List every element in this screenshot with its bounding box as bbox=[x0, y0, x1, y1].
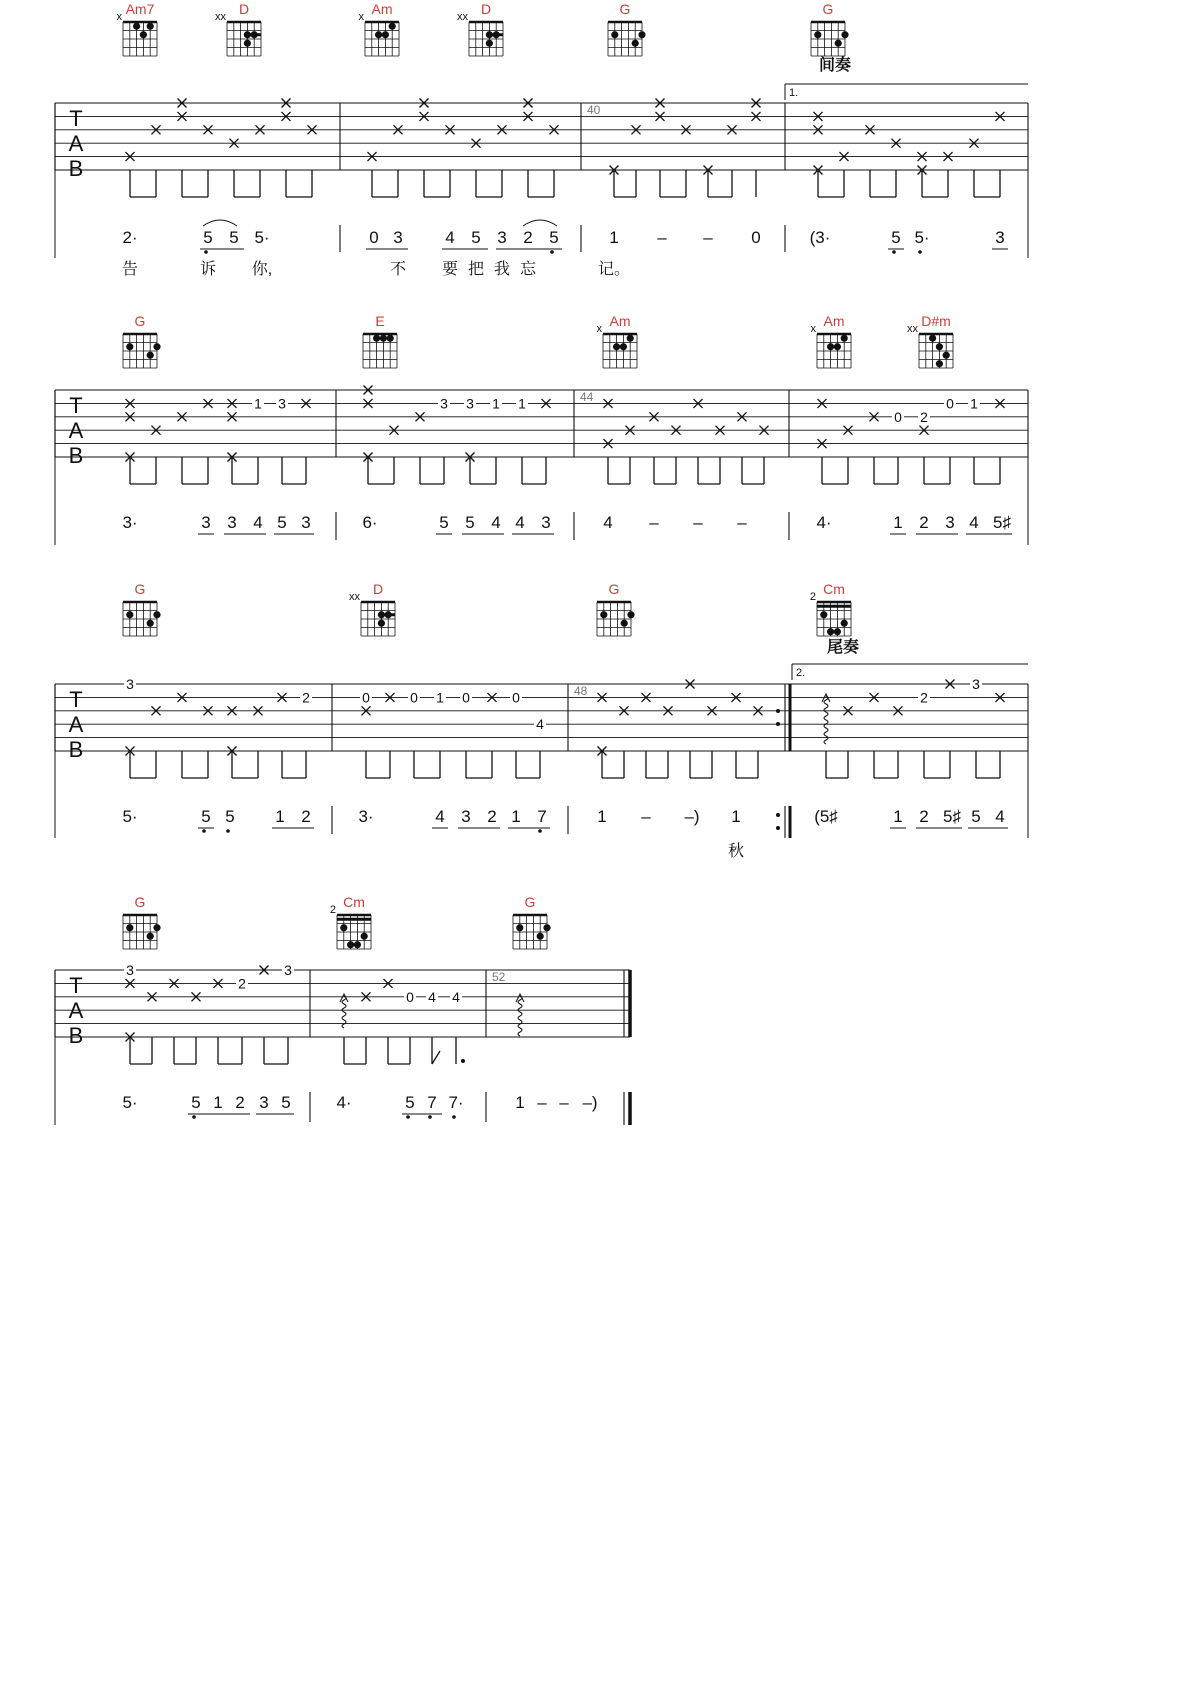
jianpu-note: – bbox=[657, 228, 667, 247]
fret-number: 1 bbox=[254, 395, 262, 412]
fret-number: 0 bbox=[462, 689, 470, 706]
chord-diagram bbox=[117, 1, 158, 56]
jianpu-note: 3 bbox=[301, 513, 311, 532]
jianpu-note: 0 bbox=[751, 228, 761, 247]
lyric-char: 忘 bbox=[519, 261, 537, 278]
jianpu-note: 2 bbox=[523, 228, 533, 247]
chord-mute-marks: x bbox=[116, 11, 122, 23]
jianpu-note: 2· bbox=[122, 228, 138, 247]
measure-number: 52 bbox=[492, 970, 506, 984]
fret-number: 1 bbox=[492, 395, 500, 412]
lyric-char: 要 bbox=[441, 261, 459, 278]
repeat-dot bbox=[776, 722, 780, 726]
jianpu-note: 6· bbox=[362, 513, 378, 532]
chord-dot bbox=[347, 941, 354, 948]
jianpu-note: – bbox=[641, 807, 651, 826]
jianpu-note: – bbox=[537, 1093, 547, 1112]
fret-number: 4 bbox=[452, 988, 460, 1005]
lyric-char: 诉 bbox=[199, 261, 217, 278]
chord-name: D bbox=[372, 581, 384, 597]
jianpu-note: 4 bbox=[515, 513, 525, 532]
arpeggio-arrow bbox=[340, 994, 348, 1002]
repeat-dot bbox=[776, 826, 780, 830]
fret-number: 1 bbox=[970, 395, 978, 412]
fret-number: 3 bbox=[440, 395, 448, 412]
jianpu-note: 7· bbox=[448, 1093, 464, 1112]
tab-clef-letter: A bbox=[68, 998, 84, 1023]
lyric-char: 我 bbox=[493, 261, 511, 278]
chord-dot bbox=[516, 924, 523, 931]
fret-number: 1 bbox=[436, 689, 444, 706]
chord-dot bbox=[387, 335, 394, 342]
octave-dot bbox=[452, 1115, 456, 1119]
jianpu-note: – bbox=[693, 513, 703, 532]
jianpu-note: 5 bbox=[277, 513, 287, 532]
fret-number: 3 bbox=[284, 962, 292, 978]
chord-dot bbox=[244, 40, 251, 47]
jianpu-note: 2 bbox=[301, 807, 311, 826]
jianpu-note: 5 bbox=[471, 228, 481, 247]
chord-diagram bbox=[608, 1, 646, 56]
fret-number: 0 bbox=[410, 689, 418, 706]
jianpu-note: 5 bbox=[405, 1093, 415, 1112]
chord-dot bbox=[827, 343, 834, 350]
chord-mute-marks: xx bbox=[349, 591, 360, 603]
jianpu-note: 2 bbox=[235, 1093, 245, 1112]
jianpu-note: 5 bbox=[203, 228, 213, 247]
jianpu-note: 5 bbox=[229, 228, 239, 247]
octave-dot bbox=[202, 829, 206, 833]
tab-clef-letter: A bbox=[68, 418, 84, 443]
chord-diagram bbox=[597, 313, 638, 368]
chord-diagram bbox=[907, 313, 953, 368]
slur bbox=[523, 220, 557, 226]
chord-diagram bbox=[811, 1, 849, 56]
chord-diagram bbox=[597, 581, 635, 636]
jianpu-note: 5· bbox=[914, 228, 930, 247]
chord-name: G bbox=[619, 1, 631, 17]
chord-dot bbox=[486, 40, 493, 47]
jianpu-note: 5 bbox=[439, 513, 449, 532]
chord-dot bbox=[147, 933, 154, 940]
chord-dot bbox=[613, 343, 620, 350]
jianpu-note: 5 bbox=[465, 513, 475, 532]
jianpu-note: 7 bbox=[427, 1093, 437, 1112]
chord-mute-marks: 2 bbox=[809, 591, 816, 603]
octave-dot bbox=[918, 250, 922, 254]
jianpu-note: 5 bbox=[201, 807, 211, 826]
fret-number: 0 bbox=[512, 689, 520, 706]
chord-name: D#m bbox=[921, 313, 951, 329]
jianpu-note: (5♯ bbox=[814, 807, 838, 826]
volta-number: 1. bbox=[789, 87, 799, 99]
chord-name: Am bbox=[371, 1, 393, 17]
fret-number: 3 bbox=[278, 395, 286, 412]
chord-diagram bbox=[123, 581, 161, 636]
jianpu-note: 2 bbox=[919, 513, 929, 532]
chord-dot bbox=[834, 343, 841, 350]
lyric-char: 告 bbox=[121, 261, 139, 278]
chord-dot bbox=[936, 360, 943, 367]
chord-diagram bbox=[215, 1, 261, 56]
jianpu-note: 4 bbox=[969, 513, 979, 532]
lyric-char: 把 bbox=[467, 261, 485, 278]
chord-name: G bbox=[524, 894, 536, 910]
chord-diagram bbox=[363, 313, 397, 368]
jianpu-note: 5♯ bbox=[943, 807, 961, 826]
jianpu-note: 1 bbox=[213, 1093, 223, 1112]
chord-name: G bbox=[134, 581, 146, 597]
jianpu-note: 3 bbox=[945, 513, 955, 532]
jianpu-note: 4 bbox=[253, 513, 263, 532]
jianpu-note: 1 bbox=[893, 807, 903, 826]
fret-number: 0 bbox=[362, 689, 370, 706]
chord-dot bbox=[153, 343, 160, 350]
jianpu-note: 1 bbox=[275, 807, 285, 826]
chord-dot bbox=[620, 343, 627, 350]
tab-clef-letter: B bbox=[68, 737, 84, 762]
chord-dot bbox=[126, 924, 133, 931]
jianpu-note: 3 bbox=[995, 228, 1005, 247]
repeat-dot bbox=[776, 813, 780, 817]
jianpu-note: 4· bbox=[336, 1093, 352, 1112]
chord-dot bbox=[936, 343, 943, 350]
chord-dot bbox=[389, 23, 396, 30]
jianpu-note: (3· bbox=[809, 228, 831, 247]
chord-dot bbox=[841, 620, 848, 627]
fret-number: 3 bbox=[972, 676, 980, 692]
jianpu-note: 5· bbox=[122, 1093, 138, 1112]
jianpu-note: 4 bbox=[435, 807, 445, 826]
tab-clef-letter: B bbox=[68, 443, 84, 468]
chord-dot bbox=[638, 31, 645, 38]
chord-mute-marks: xx bbox=[457, 11, 468, 23]
jianpu-note: 5· bbox=[254, 228, 270, 247]
slur bbox=[203, 220, 237, 226]
fret-number: 3 bbox=[126, 676, 134, 692]
section-label-outro: 尾奏 bbox=[826, 639, 860, 656]
jianpu-note: 4· bbox=[816, 513, 832, 532]
chord-dot bbox=[373, 335, 380, 342]
fret-number: 3 bbox=[466, 395, 474, 412]
chord-dot bbox=[380, 335, 387, 342]
jianpu-note: 5 bbox=[891, 228, 901, 247]
measure-number: 44 bbox=[580, 390, 594, 404]
chord-dot bbox=[340, 924, 347, 931]
chord-name: Cm bbox=[343, 894, 365, 910]
fret-number: 0 bbox=[946, 395, 954, 412]
chord-dot bbox=[537, 933, 544, 940]
chord-dot bbox=[820, 611, 827, 618]
chord-mute-marks: x bbox=[358, 11, 364, 23]
measure-number: 40 bbox=[587, 103, 601, 117]
tab-clef-letter: B bbox=[68, 1023, 84, 1048]
chord-dot bbox=[611, 31, 618, 38]
fret-number: 0 bbox=[894, 408, 902, 425]
chord-name: Cm bbox=[823, 581, 845, 597]
jianpu-note: –) bbox=[582, 1093, 598, 1112]
chord-name: G bbox=[822, 1, 834, 17]
chord-dot bbox=[153, 611, 160, 618]
jianpu-note: 3· bbox=[122, 513, 138, 532]
tab-clef-letter: T bbox=[69, 393, 83, 418]
chord-dot bbox=[841, 31, 848, 38]
jianpu-note: 7 bbox=[537, 807, 547, 826]
jianpu-note: 0 bbox=[369, 228, 379, 247]
jianpu-note: 5 bbox=[281, 1093, 291, 1112]
chord-dot bbox=[378, 620, 385, 627]
chord-dot bbox=[543, 924, 550, 931]
chord-diagram bbox=[359, 1, 400, 56]
chord-dot bbox=[126, 611, 133, 618]
fret-number: 4 bbox=[536, 716, 544, 733]
arpeggio-arrow bbox=[822, 694, 830, 702]
chord-name: G bbox=[608, 581, 620, 597]
chord-dot bbox=[835, 40, 842, 47]
chord-mute-marks: x bbox=[810, 323, 816, 335]
dot bbox=[461, 1059, 465, 1063]
chord-name: Am bbox=[823, 313, 845, 329]
chord-dot bbox=[147, 23, 154, 30]
tab-clef-letter: A bbox=[68, 131, 84, 156]
jianpu-note: 4 bbox=[445, 228, 455, 247]
jianpu-note: – bbox=[649, 513, 659, 532]
fret-number: 0 bbox=[406, 988, 414, 1005]
jianpu-note: 3· bbox=[358, 807, 374, 826]
chord-dot bbox=[621, 620, 628, 627]
jianpu-note: 5 bbox=[191, 1093, 201, 1112]
octave-dot bbox=[226, 829, 230, 833]
chord-dot bbox=[627, 611, 634, 618]
jianpu-note: 3 bbox=[227, 513, 237, 532]
arpeggio-squiggle bbox=[824, 696, 828, 744]
chord-name: D bbox=[238, 1, 250, 17]
jianpu-note: 5 bbox=[549, 228, 559, 247]
lyric-char: 记。 bbox=[597, 261, 631, 278]
notation-layer bbox=[55, 1, 1028, 1125]
chord-dot bbox=[147, 352, 154, 359]
jianpu-note: 1 bbox=[731, 807, 741, 826]
volta-number: 2. bbox=[796, 667, 806, 679]
chord-dot bbox=[814, 31, 821, 38]
jianpu-note: 3 bbox=[393, 228, 403, 247]
octave-dot bbox=[406, 1115, 410, 1119]
jianpu-note: 5 bbox=[971, 807, 981, 826]
jianpu-note: 4 bbox=[491, 513, 501, 532]
jianpu-note: 5 bbox=[225, 807, 235, 826]
fret-number: 3 bbox=[126, 962, 134, 978]
octave-dot bbox=[192, 1115, 196, 1119]
chord-mute-marks: x bbox=[596, 323, 602, 335]
chord-name: D bbox=[480, 1, 492, 17]
fret-number: 2 bbox=[920, 408, 928, 425]
chord-dot bbox=[382, 31, 389, 38]
chord-dot bbox=[632, 40, 639, 47]
chord-dot bbox=[834, 628, 841, 635]
octave-dot bbox=[428, 1115, 432, 1119]
fret-number: 2 bbox=[920, 689, 928, 706]
fret-number: 2 bbox=[302, 689, 310, 706]
chord-diagram bbox=[810, 581, 851, 636]
jianpu-note: –) bbox=[684, 807, 700, 826]
chord-dot bbox=[140, 31, 147, 38]
tab-clef-letter: A bbox=[68, 712, 84, 737]
jianpu-note: 3 bbox=[497, 228, 507, 247]
jianpu-note: 3 bbox=[541, 513, 551, 532]
jianpu-note: – bbox=[703, 228, 713, 247]
octave-dot bbox=[204, 250, 208, 254]
chord-diagram bbox=[123, 894, 161, 949]
chord-diagram bbox=[349, 581, 395, 636]
chord-diagram bbox=[330, 894, 371, 949]
jianpu-note: 1 bbox=[609, 228, 619, 247]
tab-clef-letter: B bbox=[68, 156, 84, 181]
chord-dot bbox=[827, 628, 834, 635]
jianpu-note: 5♯ bbox=[993, 513, 1011, 532]
chord-dot bbox=[354, 941, 361, 948]
chord-name: Am7 bbox=[125, 1, 155, 17]
jianpu-note: 4 bbox=[603, 513, 613, 532]
jianpu-note: 2 bbox=[487, 807, 497, 826]
chord-dot bbox=[153, 924, 160, 931]
section-label-interlude: 间奏 bbox=[818, 57, 852, 74]
lyric-char: 秋 bbox=[727, 843, 745, 860]
chord-dot bbox=[627, 335, 634, 342]
note-flag bbox=[432, 1051, 440, 1064]
arpeggio-squiggle bbox=[518, 996, 522, 1036]
chord-dot bbox=[943, 352, 950, 359]
repeat-dot bbox=[776, 709, 780, 713]
fret-number: 4 bbox=[428, 988, 436, 1005]
chord-diagram bbox=[811, 313, 852, 368]
chord-dot bbox=[147, 620, 154, 627]
chord-mute-marks: xx bbox=[907, 323, 918, 335]
chord-mute-marks: 2 bbox=[329, 904, 336, 916]
lyric-char: 你, bbox=[251, 261, 273, 278]
chord-name: Am bbox=[609, 313, 631, 329]
jianpu-note: 3 bbox=[259, 1093, 269, 1112]
jianpu-note: – bbox=[559, 1093, 569, 1112]
jianpu-note: 1 bbox=[515, 1093, 525, 1112]
chord-name: G bbox=[134, 313, 146, 329]
arpeggio-arrow bbox=[516, 994, 524, 1002]
jianpu-note: – bbox=[737, 513, 747, 532]
chord-dot bbox=[929, 335, 936, 342]
chord-dot bbox=[361, 933, 368, 940]
chord-name: G bbox=[134, 894, 146, 910]
tab-clef-letter: T bbox=[69, 106, 83, 131]
jianpu-note: 4 bbox=[995, 807, 1005, 826]
chord-diagram bbox=[123, 313, 161, 368]
chord-dot bbox=[126, 343, 133, 350]
jianpu-note: 1 bbox=[893, 513, 903, 532]
tab-clef-letter: T bbox=[69, 973, 83, 998]
chord-dot bbox=[375, 31, 382, 38]
measure-number: 48 bbox=[574, 684, 588, 698]
chord-dot bbox=[841, 335, 848, 342]
chord-dot bbox=[133, 23, 140, 30]
octave-dot bbox=[538, 829, 542, 833]
jianpu-note: 1 bbox=[511, 807, 521, 826]
fret-number: 1 bbox=[518, 395, 526, 412]
jianpu-note: 2 bbox=[919, 807, 929, 826]
chord-diagram bbox=[513, 894, 551, 949]
jianpu-note: 3 bbox=[201, 513, 211, 532]
octave-dot bbox=[892, 250, 896, 254]
jianpu-note: 1 bbox=[597, 807, 607, 826]
chord-dot bbox=[600, 611, 607, 618]
octave-dot bbox=[550, 250, 554, 254]
jianpu-note: 5· bbox=[122, 807, 138, 826]
chord-mute-marks: xx bbox=[215, 11, 226, 23]
fret-number: 2 bbox=[238, 975, 246, 992]
tab-clef-letter: T bbox=[69, 687, 83, 712]
chord-diagram bbox=[457, 1, 503, 56]
jianpu-note: 3 bbox=[461, 807, 471, 826]
chord-name: E bbox=[375, 313, 385, 329]
lyric-char: 不 bbox=[389, 261, 407, 278]
